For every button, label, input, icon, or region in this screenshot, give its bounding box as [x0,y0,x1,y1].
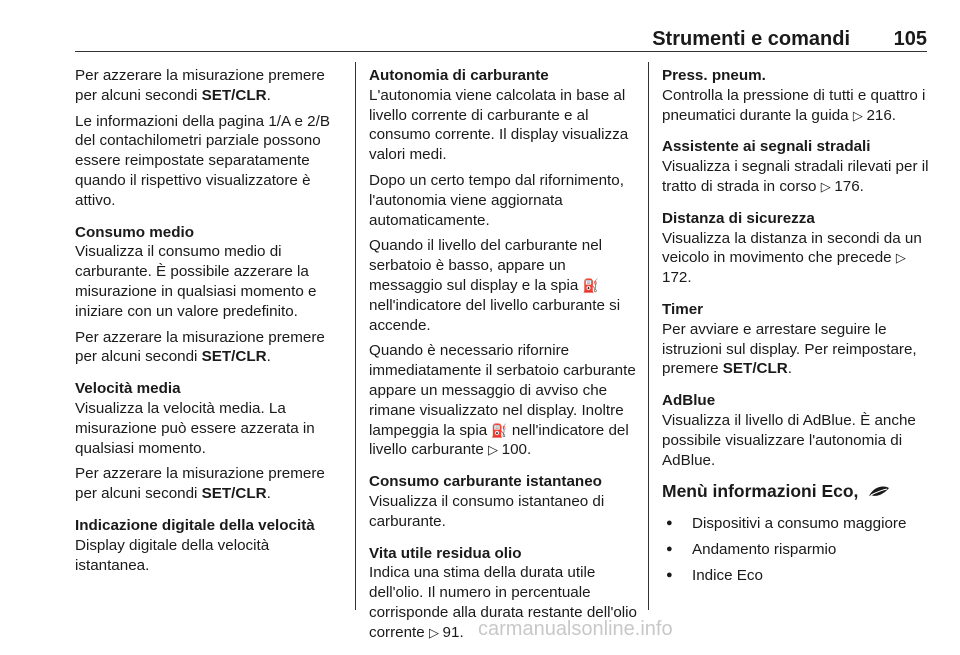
page-ref[interactable]: 100 [501,441,527,459]
reset-instruction: Per azzerare la misurazione premere per alcuni secondi SET/CLR. [75,465,325,503]
page-ref-icon: ▷ [428,624,443,640]
page-ref-icon: ▷ [820,178,835,194]
page-ref-icon: ▷ [488,442,502,458]
section-consumo-istantaneo [369,472,637,531]
section-title: Vita utile residua olio [369,544,522,562]
chapter-title: Strumenti e comandi [652,28,850,50]
fuel-pump-icon: ⛽ [491,422,508,438]
section-text: Quando è necessario rifornire immediatamente il serbatoio carburante appare un messaggio di avviso che rimane visualizzato nel display. Inoltre lampeggia la spia ⛽ nell'indicatore del livello carburante ▷ 100. [369,342,636,459]
column-2 [369,66,637,655]
section-adblue [662,391,930,470]
section-text: Visualizza il consumo istantaneo di carburante. [369,492,605,530]
section-distanza-sicurezza [662,209,930,288]
section-text: Visualizza i segnali stradali rilevati per il tratto di strada in corso ▷ 176. [662,158,929,195]
column-1 [75,66,343,587]
fuel-pump-icon: ⛽ [582,277,599,293]
section-title: Velocità media [75,380,181,398]
page-ref[interactable]: 176 [834,177,860,195]
section-segnali-stradali [662,137,930,196]
section-title: Assistente ai segnali stradali [662,138,871,156]
section-text: Quando il livello del carburante nel serbatoio è basso, appare un messaggio sul display e la spia ⛽ nell'indicatore del livello carburante si accende. [369,237,621,334]
list-item: ● Andamento risparmio [662,540,930,560]
watermark: carmanualsonline.info [478,618,673,640]
section-timer [662,300,930,379]
header-divider [75,51,927,52]
section-title: AdBlue [662,392,716,410]
page-ref[interactable]: 172 [662,269,688,287]
section-text: L'autonomia viene calcolata in base al livello corrente di carburante e al consumo corrente. Il display visualizza valori medi. [369,86,629,164]
section-title: Distanza di sicurezza [662,209,815,227]
section-title: Timer [662,300,704,318]
section-consumo-medio [75,223,343,368]
section-title: Press. pneum. [662,67,766,84]
reset-instruction: Per azzerare la misurazione premere per alcuni secondi SET/CLR. [75,67,325,104]
section-text: Visualizza il consumo medio di carburante. È possibile azzerare la misurazione in qualsiasi momento e iniziare con un valore predefinito. [75,243,317,320]
section-text: Dopo un certo tempo dal rifornimento, l'autonomia viene aggiornata automaticamente. [369,171,624,229]
list-item: ● Dispositivi a consumo maggiore [662,514,930,534]
section-text: Visualizza la distanza in secondi da un veicolo in movimento che precede ▷ 172. [662,229,922,287]
section-text: Visualizza il livello di AdBlue. È anche possibile visualizzare l'autonomia di AdBlue. [662,411,916,469]
page-header [75,28,927,50]
section-autonomia [369,66,637,460]
section-pressione-pneumatici [662,66,930,125]
reset-instruction: Per azzerare la misurazione premere per alcuni secondi SET/CLR. [75,328,325,366]
page-ref-icon: ▷ [895,250,906,266]
section-velocita-media [75,379,343,504]
section-title: Consumo carburante istantaneo [369,473,602,491]
section-text: Per avviare e arrestare seguire le istruzioni sul display. Per reimpostare, premere SET/CLR. [662,320,917,378]
section-text: Controlla la pressione di tutti e quattro i pneumatici durante la guida ▷ 216. [662,86,926,124]
column-divider-2 [648,62,649,610]
section-title: Consumo medio [75,223,194,241]
section-title: Indicazione digitale della velocità [75,516,315,534]
eco-menu-heading: Menù informazioni Eco, [662,482,930,502]
eco-leaf-icon [868,485,890,499]
section-text: Visualizza la velocità media. La misurazione può essere azzerata in qualsiasi momento. [75,399,315,457]
page-ref[interactable]: 216 [866,106,892,124]
section-velocita-digitale [75,516,343,575]
eco-menu-list [662,514,930,585]
page-number: 105 [893,28,927,50]
column-divider-1 [355,62,356,610]
trip-info-paragraph: Le informazioni della pagina 1/A e 2/B del contachilometri parziale possono essere reimpostate separatamente quando il rispettivo visualizzatore è attivo. [75,112,330,209]
section-text: Indica una stima della durata utile dell'olio. Il numero in percentuale corrisponde alla durata restante dell'olio corrente ▷ 91. [369,564,637,641]
list-item: ● Indice Eco [662,566,930,586]
section-title: Autonomia di carburante [369,67,549,84]
column-3 [662,66,930,592]
section-text: Display digitale della velocità istantanea. [75,536,270,574]
page-ref-icon: ▷ [852,107,867,123]
page-ref[interactable]: 91 [442,623,460,641]
